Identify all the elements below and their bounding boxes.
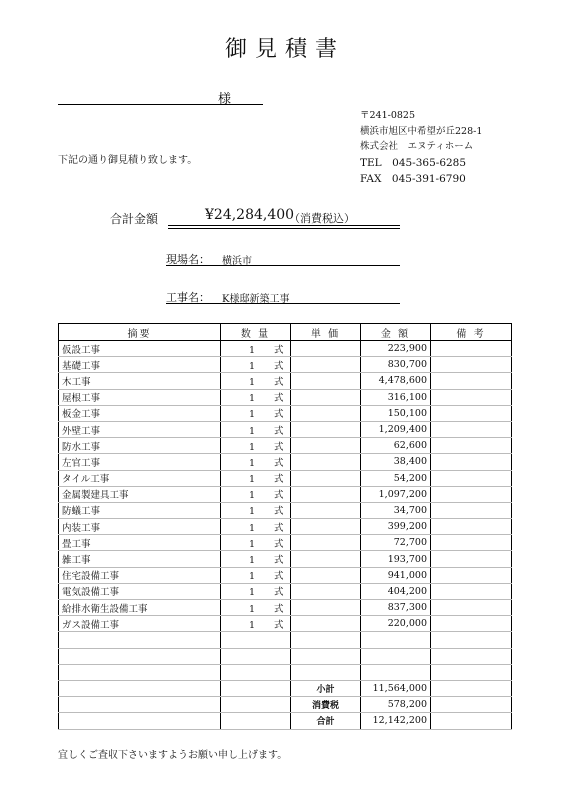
row-description: タイル工事: [59, 470, 221, 486]
table-row: [59, 486, 512, 502]
header-quantity: 数 量: [221, 324, 291, 341]
table-row: [59, 583, 512, 599]
row-amount: 220,000: [361, 616, 431, 632]
site-underline: [166, 265, 400, 266]
project-underline: [166, 303, 400, 304]
row-amount: 223,900: [361, 341, 431, 357]
row-quantity: 1 式: [221, 519, 291, 535]
row-description: 防蟻工事: [59, 502, 221, 518]
row-description: 左官工事: [59, 454, 221, 470]
intro-text: 下記の通り御見積り致します。: [58, 155, 198, 166]
empty-cell: [431, 648, 512, 664]
row-amount: 34,700: [361, 502, 431, 518]
row-description: 畳工事: [59, 535, 221, 551]
empty-cell: [59, 680, 221, 696]
row-quantity: 1 式: [221, 470, 291, 486]
total-tax-note: （消費税込）: [289, 212, 355, 225]
row-unit-price: [291, 341, 361, 357]
row-description: 板金工事: [59, 405, 221, 421]
document-title: 御見積書: [224, 37, 345, 62]
row-amount: 830,700: [361, 357, 431, 373]
row-quantity: 1 式: [221, 486, 291, 502]
company-address: 横浜市旭区中希望が丘228-1: [360, 125, 483, 137]
row-remarks: [431, 551, 512, 567]
row-unit-price: [291, 373, 361, 389]
empty-cell: [59, 697, 221, 713]
empty-cell: [361, 648, 431, 664]
row-unit-price: [291, 389, 361, 405]
row-description: 屋根工事: [59, 389, 221, 405]
tax-amount: 578,200: [361, 697, 431, 713]
row-amount: 1,097,200: [361, 486, 431, 502]
table-row: [59, 341, 512, 357]
row-description: 基礎工事: [59, 357, 221, 373]
row-remarks: [431, 486, 512, 502]
row-amount: 1,209,400: [361, 421, 431, 437]
row-quantity: 1 式: [221, 583, 291, 599]
row-description: 雑工事: [59, 551, 221, 567]
row-quantity: 1 式: [221, 357, 291, 373]
table-row: [59, 357, 512, 373]
empty-cell: [221, 697, 291, 713]
header-amount: 金 額: [361, 324, 431, 341]
row-remarks: [431, 600, 512, 616]
table-row: [59, 519, 512, 535]
row-remarks: [431, 357, 512, 373]
total-underline-double: [168, 228, 400, 229]
row-quantity: 1 式: [221, 341, 291, 357]
empty-cell: [221, 713, 291, 729]
row-amount: 150,100: [361, 405, 431, 421]
row-amount: 54,200: [361, 470, 431, 486]
row-description: 金属製建具工事: [59, 486, 221, 502]
header-unit-price: 単 価: [291, 324, 361, 341]
row-remarks: [431, 438, 512, 454]
row-remarks: [431, 470, 512, 486]
row-description: ガス設備工事: [59, 616, 221, 632]
empty-cell: [221, 632, 291, 648]
table-row: [59, 454, 512, 470]
row-description: 防水工事: [59, 438, 221, 454]
row-amount: 316,100: [361, 389, 431, 405]
row-unit-price: [291, 600, 361, 616]
addressee-suffix: 様: [218, 92, 232, 107]
closing-text: 宜しくご査収下さいますようお願い申し上げます。: [58, 750, 288, 761]
grand-total-amount: 12,142,200: [361, 713, 431, 729]
row-amount: 404,200: [361, 583, 431, 599]
table-row: [59, 535, 512, 551]
row-remarks: [431, 567, 512, 583]
project-label: 工事名：: [166, 291, 210, 304]
addressee-line: [58, 90, 263, 105]
total-amount: ¥24,284,400: [205, 207, 295, 223]
row-remarks: [431, 535, 512, 551]
row-quantity: 1 式: [221, 405, 291, 421]
row-description: 外壁工事: [59, 421, 221, 437]
company-block: [360, 108, 482, 187]
row-amount: 38,400: [361, 454, 431, 470]
empty-cell: [431, 664, 512, 680]
table-row: [59, 405, 512, 421]
table-row: [59, 502, 512, 518]
site-label: 現場名：: [166, 253, 210, 266]
subtotal-amount: 11,564,000: [361, 680, 431, 696]
row-unit-price: [291, 421, 361, 437]
row-unit-price: [291, 535, 361, 551]
row-description: 仮設工事: [59, 341, 221, 357]
empty-cell: [221, 648, 291, 664]
row-remarks: [431, 519, 512, 535]
empty-cell: [221, 664, 291, 680]
row-quantity: 1 式: [221, 567, 291, 583]
empty-cell: [291, 648, 361, 664]
row-quantity: 1 式: [221, 535, 291, 551]
row-unit-price: [291, 470, 361, 486]
empty-cell: [431, 697, 512, 713]
table-row: [59, 438, 512, 454]
row-amount: 62,600: [361, 438, 431, 454]
empty-cell: [431, 713, 512, 729]
table-row: [59, 551, 512, 567]
empty-cell: [431, 632, 512, 648]
table-row: [59, 600, 512, 616]
project-value: K様邸新築工事: [222, 294, 290, 305]
row-unit-price: [291, 438, 361, 454]
estimate-table: [58, 323, 512, 730]
table-header-row: [59, 324, 512, 341]
row-remarks: [431, 373, 512, 389]
table-row: [59, 389, 512, 405]
row-description: 住宅設備工事: [59, 567, 221, 583]
grand-total-label: 合計: [291, 713, 361, 729]
table-row-empty: [59, 664, 512, 680]
row-quantity: 1 式: [221, 616, 291, 632]
table-body: [59, 341, 512, 730]
row-quantity: 1 式: [221, 551, 291, 567]
company-name: 株式会社 エヌティホーム: [360, 141, 474, 152]
row-unit-price: [291, 454, 361, 470]
empty-cell: [59, 664, 221, 680]
empty-cell: [221, 680, 291, 696]
total-label: 合計金額: [110, 212, 159, 226]
empty-cell: [361, 664, 431, 680]
table-row: [59, 616, 512, 632]
header-remarks: 備 考: [431, 324, 512, 341]
company-tel: TEL 045-365-6285: [360, 156, 467, 169]
row-description: 給排水衛生設備工事: [59, 600, 221, 616]
row-remarks: [431, 421, 512, 437]
empty-cell: [431, 680, 512, 696]
table-row-empty: [59, 648, 512, 664]
empty-cell: [361, 632, 431, 648]
row-remarks: [431, 341, 512, 357]
row-quantity: 1 式: [221, 438, 291, 454]
row-remarks: [431, 454, 512, 470]
row-remarks: [431, 389, 512, 405]
empty-cell: [59, 648, 221, 664]
total-underline: [168, 225, 400, 226]
row-unit-price: [291, 486, 361, 502]
row-unit-price: [291, 567, 361, 583]
row-amount: 399,200: [361, 519, 431, 535]
row-unit-price: [291, 583, 361, 599]
row-quantity: 1 式: [221, 454, 291, 470]
row-unit-price: [291, 357, 361, 373]
row-description: 木工事: [59, 373, 221, 389]
table-row-empty: [59, 632, 512, 648]
row-remarks: [431, 616, 512, 632]
table-row: [59, 567, 512, 583]
empty-cell: [59, 632, 221, 648]
row-amount: 193,700: [361, 551, 431, 567]
subtotal-label: 小計: [291, 680, 361, 696]
empty-cell: [59, 713, 221, 729]
empty-cell: [291, 632, 361, 648]
row-amount: 837,300: [361, 600, 431, 616]
company-fax: FAX 045-391-6790: [360, 172, 466, 185]
site-value: 横浜市: [222, 256, 252, 267]
row-quantity: 1 式: [221, 502, 291, 518]
row-unit-price: [291, 502, 361, 518]
table-row: [59, 373, 512, 389]
row-quantity: 1 式: [221, 421, 291, 437]
row-amount: 941,000: [361, 567, 431, 583]
grand-total-row: [59, 713, 512, 729]
empty-cell: [291, 664, 361, 680]
row-quantity: 1 式: [221, 600, 291, 616]
tax-label: 消費税: [291, 697, 361, 713]
row-description: 内装工事: [59, 519, 221, 535]
table-row: [59, 470, 512, 486]
company-postal: 〒241-0825: [360, 110, 416, 121]
row-quantity: 1 式: [221, 389, 291, 405]
table-row: [59, 421, 512, 437]
row-description: 電気設備工事: [59, 583, 221, 599]
subtotal-row: [59, 680, 512, 696]
header-description: 摘要: [59, 324, 221, 341]
row-quantity: 1 式: [221, 373, 291, 389]
row-remarks: [431, 583, 512, 599]
tax-row: [59, 697, 512, 713]
row-unit-price: [291, 405, 361, 421]
row-amount: 72,700: [361, 535, 431, 551]
row-unit-price: [291, 519, 361, 535]
row-remarks: [431, 502, 512, 518]
row-amount: 4,478,600: [361, 373, 431, 389]
row-unit-price: [291, 551, 361, 567]
row-unit-price: [291, 616, 361, 632]
row-remarks: [431, 405, 512, 421]
